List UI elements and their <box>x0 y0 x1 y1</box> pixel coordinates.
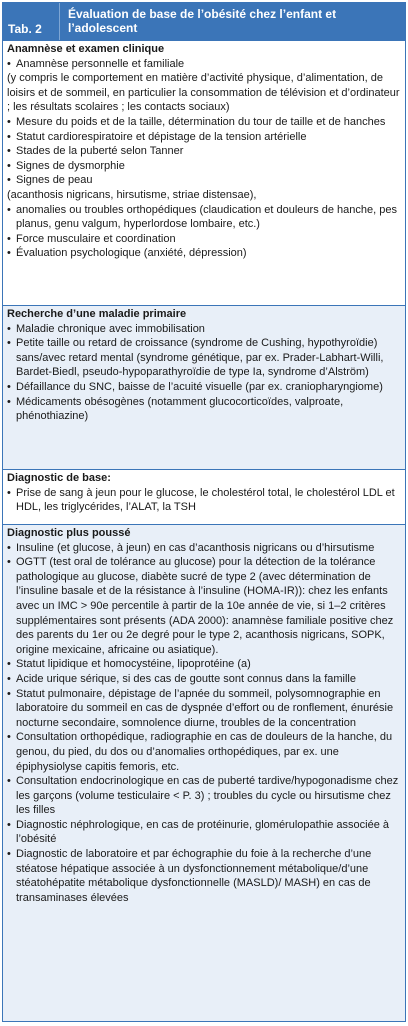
list-item: • Défaillance du SNC, baisse de l’acuité visuelle (par ex. craniopharyngiome) <box>7 380 401 395</box>
list-item: • Force musculaire et coordination <box>7 232 401 247</box>
list-item: • Prise de sang à jeun pour le glucose, le cholestérol total, le cholestérol LDL et HDL, les triglycérides, l’ALAT, la TSH <box>7 486 401 515</box>
list-item: • Diagnostic néphrologique, en cas de protéinurie, glomérulopathie associée à l’obésité <box>7 818 401 847</box>
list-item: • Statut cardiorespiratoire et dépistage de la tension artérielle <box>7 130 401 145</box>
list-item: • anomalies ou troubles orthopédiques (claudication et douleurs de hanche, pes planus, genu valgum, hyperlordose lombaire, etc.) <box>7 203 401 232</box>
list-item: • Signes de dysmorphie <box>7 159 401 174</box>
section-diagnostic-plus <box>3 524 405 907</box>
table-title: Évaluation de base de l’obésité chez l’enfant et l’adolescent <box>68 7 337 35</box>
table-box <box>2 2 406 1022</box>
list-item: • Statut pulmonaire, dépistage de l’apnée du sommeil, polysomnographie en laboratoire du sommeil en cas de dyspnée d’effort ou de ronflement, énurésie nocturne secondaire, somnolence diurne, troubles de la concentration <box>7 687 401 731</box>
list-item: • Médicaments obésogènes (notamment glucocorticoïdes, valproate, phénothiazine) <box>7 395 401 424</box>
section-heading: Diagnostic de base: <box>7 472 111 484</box>
section-maladie-primaire <box>3 305 405 469</box>
list-item-continuation: (y compris le comportement en matière d’activité physique, d’alimentation, de loisirs et de sommeil, en particulier la consommation de télévision et d’ordinateur ; les résultats scolaires ; les contacts sociaux) <box>7 72 400 114</box>
list-item: • Stades de la puberté selon Tanner <box>7 144 401 159</box>
table-header <box>3 3 405 40</box>
list-item: • Statut lipidique et homocystéine, lipoprotéine (a) <box>7 657 401 672</box>
list-item: • Consultation orthopédique, radiographie en cas de douleurs de la hanche, du genou, du pied, du dos ou d’anomalies orthopédiques, par ex. une épiphysiolyse capitis femoris, etc. <box>7 730 401 774</box>
list-item: • Maladie chronique avec immobilisation <box>7 322 401 337</box>
list-item: • Diagnostic de laboratoire et par échographie du foie à la recherche d’une stéatose hépatique associée à un dysfonctionnement métabolique/d’une stéatohépatite métabolique dysfonctionnelle (MASLD)/ MASH) en cas de transaminases élevées <box>7 847 401 905</box>
list-item: • Signes de peau <box>7 173 401 188</box>
list-item: • OGTT (test oral de tolérance au glucose) pour la détection de la tolérance pathologique au glucose, diabète sucré de type 2 (avec détermination de l’insuline basale et de la résistance à l’insuline (HOMA-IR)): chez les enfants avec un IMC > 90e percentile à partir de la 10e année de vie, si 1–2 critères supplémentaires sont présents (ADA 2000): anamnèse familiale positive chez des parents du 1er ou 2e degré pour le type 2, acanthosis nigricans, SOPK, origine mexicaine, africaine ou asiatique). <box>7 555 401 657</box>
tab-label: Tab. 2 <box>8 22 42 36</box>
list-item: • Petite taille ou retard de croissance (syndrome de Cushing, hypothyroïdie) sans/avec retard mental (syndrome génétique, par ex. Prader-Labhart-Willi, Bardet-Biedl, pseudo-hypoparathyroïdie de type Ia, syndrome d’Alström) <box>7 336 401 380</box>
section-heading: Anamnèse et examen clinique <box>7 43 165 55</box>
list-item-continuation: (acanthosis nigricans, hirsutisme, striae distensae), <box>7 188 257 201</box>
list-item: • Mesure du poids et de la taille, détermination du tour de taille et de hanches <box>7 115 401 130</box>
section-list <box>7 486 401 515</box>
section-list <box>7 322 401 424</box>
list-item: • Acide urique sérique, si des cas de goutte sont connus dans la famille <box>7 672 401 687</box>
section-heading: Diagnostic plus poussé <box>7 527 131 539</box>
tab-number-cell <box>3 3 60 40</box>
list-item: • Consultation endocrinologique en cas de puberté tardive/hypogonadisme chez les garçons (volume testiculaire < P. 3) ; troubles du cycle ou hirsutisme chez les filles <box>7 774 401 818</box>
list-item: • Anamnèse personnelle et familiale <box>7 57 401 72</box>
section-diagnostic-base <box>3 469 405 524</box>
section-heading: Recherche d’une maladie primaire <box>7 308 187 320</box>
list-item: • Insuline (et glucose, à jeun) en cas d’acanthosis nigricans ou d’hirsutisme <box>7 541 401 556</box>
list-item: • Évaluation psychologique (anxiété, dépression) <box>7 246 401 261</box>
section-anamnese <box>3 40 405 305</box>
section-list <box>7 541 401 906</box>
section-list <box>7 57 401 261</box>
